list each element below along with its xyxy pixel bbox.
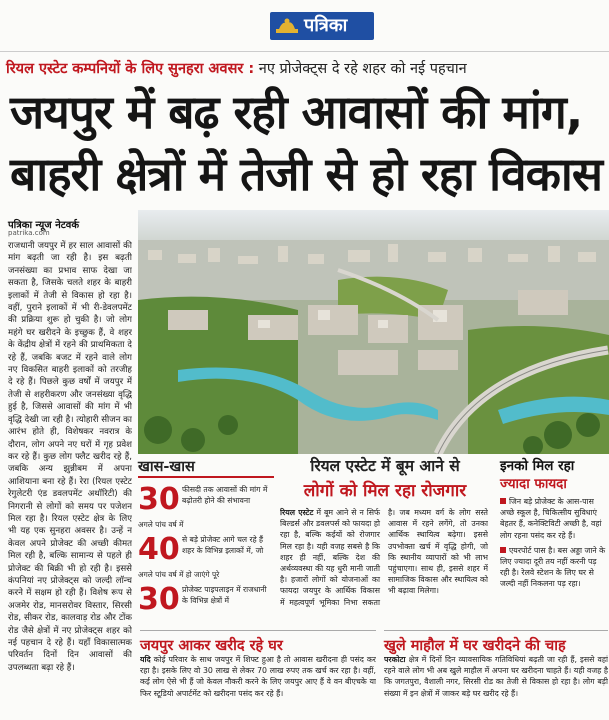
- emblem-icon: [274, 15, 300, 37]
- patrika-logo: [270, 12, 374, 40]
- left-column-text: राजधानी जयपुर में हर साल आवासों की मांग बढ़ती जा रही है। इस बढ़ती जनसंख्या का प्रभाव साफ देखा जा सकता है, जिसके चलते शहर के बाहरी इलाकों में तेजी से विकास हो रहा है। वहीं, पुराने इलाकों में भी री-डेवलपमेंट की प्रक्रिया शुरू हो चुकी है। जो लोग महंगे घर खरीदने के इच्छुक हैं, वे शहर के केंद्रीय क्षेत्रों में रहने की प्राथमिकता दे रहे हैं, जबकि बजट में रहने वाले लोग नए विकसित बाहरी इलाकों को तरजीह दे रहे हैं। पिछले कुछ वर्षों में जयपुर में तेजी से शहरीकरण और जनसंख्या वृद्धि हुई है, जिससे आवासों की मांग में भी वृद्धि देखी जा रही है। त्योहारी सीजन का आरंभ होते ही, विशेषकर नवरात्र के दौरान, लोग अपने नए घरों में गृह प्रवेश कर रहे हैं। कुछ लोग फ्लैट खरीद रहे हैं, जबकि अन्य झुन्नीबम में अपना आशियाना बना रहे हैं। रेरा (रियल एस्टेट रेगुलेटरी एंड डवलपमेंट अथॉरिटी) की निगरानी से लोगों को समय पर पजेशन मिल रहा है। रियल एस्टेट क्षेत्र के लिए भी यह एक सुनहरा अवसर है। उन्हें न केवल अपने प्रोजेक्ट की अच्छी कीमत मिल रही है, बल्कि सामान्य से पहले ही प्रोजेक्ट की बिक्री भी हो रही है। इससे कंपनियां नए प्रोजेक्ट्स को जल्दी लॉन्च करने में सक्षम हो रही हैं। विशेष रूप से अजमेर रोड, मानसरोवर विस्तार, सिरसी रोड, सीकर रोड, कालवाड़ रोड और टोंक रोड जैसे क्षेत्रों में नए प्रोजेक्ट्स शहर को नई पहचान दे रहे हैं। यहाँ विकासात्मक परिवर्तन दिनों दिन आवासों की उपलब्धता बढ़ा रहे हैं।: [8, 241, 132, 673]
- bottom-story-2-text: क्षेत्र में दिनों दिन व्यावसायिक गतिविधियां बढ़ती जा रही हैं, इससे वहां रहने वाले लोग भी अब खुले माहौल में अपना घर खरीदना चाहते हैं। यही वजह है कि जगतपुरा, वैशाली नगर, सिरसी रोड का तेजी से विकास हो रहा है। लोग बड़ी संख्या में इन क्षेत्रों में जाकर बड़े घर खरीद रहे हैं।: [384, 655, 608, 698]
- bottom-story-2-body: [384, 654, 608, 718]
- stat-number: 30: [138, 482, 180, 517]
- byline: पत्रिका न्यूज नेटवर्क: [8, 220, 80, 231]
- stat-text: प्रोजेक्ट पाइपलाइन में राजधानी के विभिन्न क्षेत्रों में: [182, 585, 267, 605]
- benefit-body: [500, 496, 608, 646]
- stat-block: [138, 580, 274, 632]
- stat-subtext: अगले पांच वर्ष में: [138, 520, 184, 529]
- stat-text: से बड़े प्रोजेक्ट आगे चल रहे हैं शहर के विभिन्न इलाकों में, जो: [182, 535, 264, 555]
- realestate-kicker: रियल एस्टेट में बूम आने से: [310, 457, 460, 475]
- byline-source: patrika.com: [8, 229, 50, 237]
- stat-text: फीसदी तक आवासों की मांग में बढ़ोतरी होने की संभावना: [182, 485, 268, 505]
- stat-number: 30: [138, 582, 180, 617]
- aerial-city-photo: [138, 210, 609, 454]
- masthead: [0, 0, 609, 52]
- bottom-story-1-lead: यदि: [140, 655, 151, 664]
- stat-block: [138, 530, 274, 582]
- khas-khas-heading: खास-खास: [138, 456, 274, 478]
- bottom-story-2-heading: खुले माहौल में घर खरीदने की चाह: [384, 630, 608, 655]
- headline-line-2: बाहरी क्षेत्रों में तेजी से हो रहा विकास: [10, 147, 602, 201]
- kicker-highlight: रियल एस्टेट कम्पनियों के लिए सुनहरा अवसर :: [6, 61, 255, 77]
- stat-subtext: अगले पांच वर्ष में हो जाएंगे पूरे: [138, 570, 220, 579]
- bottom-story-1-heading: जयपुर आकर खरीद रहे घर: [140, 630, 376, 655]
- stat-block: [138, 480, 274, 532]
- realestate-lead: रियल एस्टेट: [280, 508, 314, 517]
- aerial-photo-illustration: [138, 210, 609, 454]
- realestate-heading: लोगों को मिल रहा रोजगार: [303, 481, 467, 501]
- realestate-body: [280, 507, 488, 642]
- kicker: [6, 58, 606, 80]
- kicker-text: नए प्रोजेक्ट्स दे रहे शहर को नई पहचान: [254, 61, 467, 77]
- bullet-icon: [500, 498, 506, 504]
- benefit-point: जिन बड़े प्रोजेक्ट के आस-पास अच्छे स्कूल है, चिकित्सीय सुविधाएं बेहतर हैं, कनेक्टिविटी अच्छी है, वहां लोग रहना पसंद कर रहे हैं।: [500, 497, 602, 540]
- realestate-text: में बूम आने से न सिर्फ बिल्डर्स और डवलपर्स को फायदा हो रहा है, बल्कि कईयों को रोजगार मिल रहा है। यही वजह सबसे है कि शहर ही नहीं, बल्कि देश की अर्थव्यवस्था की यह धुरी मानी जाती है। हजारों लोगों को योजनाओं का फायदा जयपुर के आर्थिक विकास में महत्वपूर्ण भूमिका निभा सकता है। जब मध्यम वर्ग के लोग सस्ते आवास में रहने लगेंगे, तो उनका आर्थिक स्थायित्व बढ़ेगा। इससे उपभोक्ता खर्च में वृद्धि होगी, जो कि स्थानीय व्यापारों को भी लाभ पहुंचाएगा। साथ ही, इससे शहर में सामाजिक विकास और स्थायित्व को भी बढ़ावा मिलेगा।: [280, 508, 488, 607]
- bullet-icon: [500, 547, 506, 553]
- stat-number: 40: [138, 532, 180, 567]
- headline-line-1: जयपुर में बढ़ रही आवासों की मांग,: [10, 85, 583, 139]
- bottom-story-1-text: कोई परिवार के साथ जयपुर में शिफ्ट हुआ है तो आवास खरीदना ही पसंद कर रहा है। इसके लिए वो 30 लाख से लेकर 70 लाख रुपए तक खर्च कर रहा है। वहीं, कई लोग ऐसे भी हैं जो केवल नौकरी करने के लिए जयपुर आए हैं वे वन बीएचके या फिर स्टूडियो अपार्टमेंट को खरीदना पसंद कर रहे हैं।: [140, 655, 376, 698]
- bottom-story-1-body: [140, 654, 376, 718]
- logo-text: पत्रिका: [304, 15, 348, 36]
- benefit-heading-2: ज्यादा फायदा: [500, 476, 567, 492]
- bottom-story-2-lead: परकोटा: [384, 655, 406, 664]
- benefit-point: एयरपोर्ट पास है। बस अड्डा जाने के लिए ज्यादा दूरी तय नहीं करनी पड़ रही है। रेलवे स्टेशन के लिए घर से जल्दी नहीं निकलना पड़ रहा।: [500, 545, 606, 589]
- benefit-heading-1: इनको मिल रहा: [500, 458, 575, 474]
